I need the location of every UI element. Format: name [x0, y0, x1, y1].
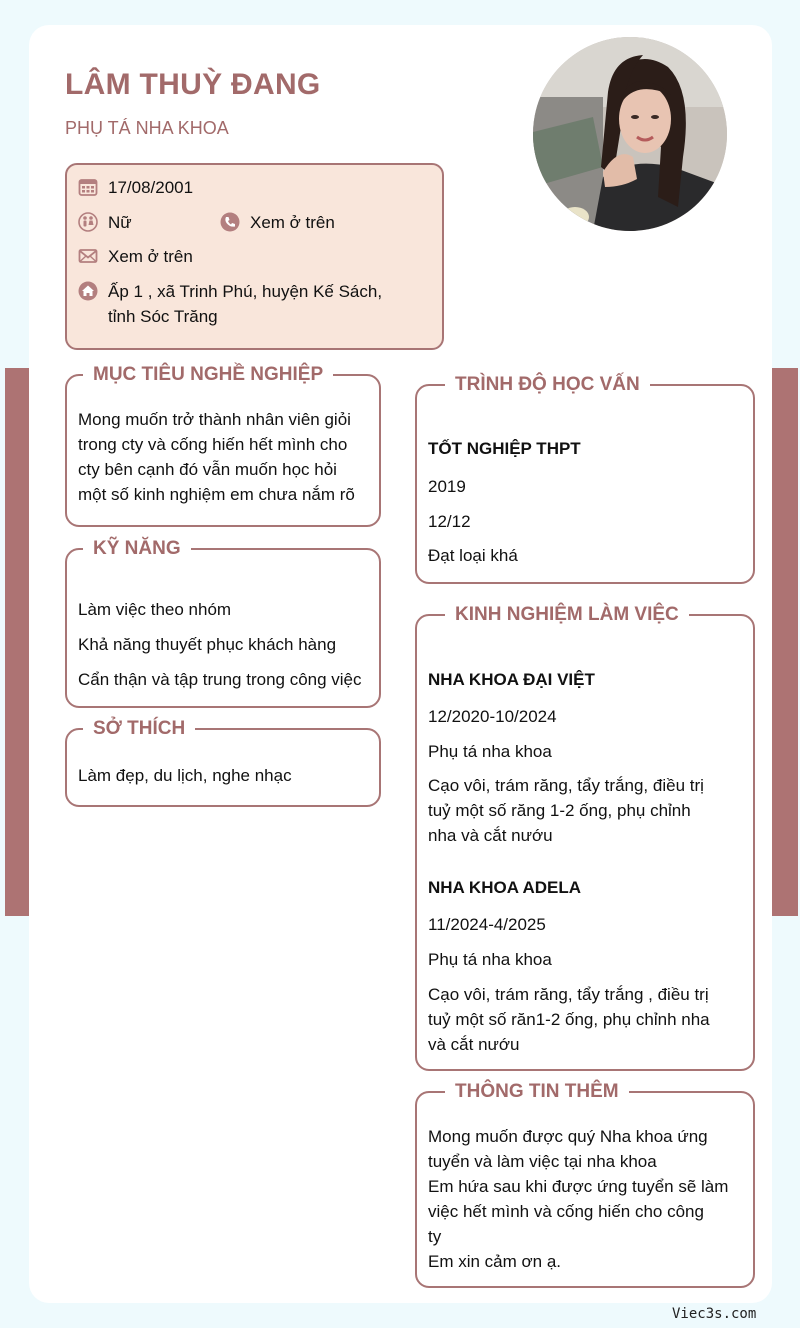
job-description	[428, 982, 710, 1057]
phone-icon	[220, 212, 240, 232]
contact-info-box	[65, 163, 444, 350]
job-desc-line: Cạo vôi, trám răng, tẩy trắng , điều trị	[428, 985, 709, 1004]
education-section	[415, 374, 755, 584]
birthday-value: 17/08/2001	[108, 178, 194, 197]
hobbies-section	[65, 718, 381, 807]
gender-value: Nữ	[108, 213, 132, 232]
additional-line: Em xin cảm ơn ạ.	[428, 1252, 562, 1271]
gender-icon	[78, 212, 98, 232]
avatar	[533, 37, 727, 231]
additional-line: Em hứa sau khi được ứng tuyển sẽ làm	[428, 1177, 729, 1196]
address-line-1: Ấp 1 , xã Trinh Phú, huyện Kế Sách,	[108, 282, 383, 301]
skill-item: Làm việc theo nhóm	[78, 600, 232, 619]
education-result: Đạt loại khá	[428, 546, 518, 565]
job-company: NHA KHOA ADELA	[428, 878, 581, 897]
education-title: TRÌNH ĐỘ HỌC VẤN	[445, 372, 650, 398]
skill-item: Cẩn thận và tập trung trong công việc	[78, 670, 362, 689]
job-desc-line: Cạo vôi, trám răng, tẩy trắng, điều trị	[428, 776, 704, 795]
experience-section	[415, 604, 755, 1071]
hobbies-text: Làm đẹp, du lịch, nghe nhạc	[78, 766, 292, 785]
job-description	[428, 773, 704, 848]
home-icon	[78, 281, 98, 301]
education-school: TỐT NGHIỆP THPT	[428, 439, 581, 458]
job-company: NHA KHOA ĐẠI VIỆT	[428, 670, 595, 689]
job-desc-line: tuỷ một số răng 1-2 ống, phụ chỉnh	[428, 801, 691, 820]
additional-info-section	[415, 1081, 755, 1288]
education-year: 2019	[428, 477, 466, 496]
objective-line: trong cty và cống hiến hết mình cho	[78, 435, 348, 454]
skills-section	[65, 538, 381, 708]
skill-item: Khả năng thuyết phục khách hàng	[78, 635, 337, 654]
objective-title: MỤC TIÊU NGHỀ NGHIỆP	[83, 362, 333, 388]
job-desc-line: nha và cắt nướu	[428, 826, 553, 845]
job-role: Phụ tá nha khoa	[428, 742, 552, 761]
email-icon	[78, 246, 98, 266]
right-accent-band	[772, 368, 798, 916]
address-line-2: tỉnh Sóc Trăng	[108, 307, 218, 326]
phone-row	[220, 210, 335, 235]
address-row	[78, 279, 382, 329]
objective-text	[78, 407, 371, 507]
job-period: 12/2020-10/2024	[428, 707, 557, 726]
site-watermark: Viec3s.com	[672, 1306, 757, 1322]
address-value	[108, 279, 382, 329]
avatar-photo	[533, 37, 727, 231]
additional-line: việc hết mình và cống hiến cho công	[428, 1202, 704, 1221]
skills-title: KỸ NĂNG	[83, 536, 191, 562]
birthday-row	[78, 175, 193, 200]
job-role: Phụ tá nha khoa	[428, 950, 552, 969]
education-grade: 12/12	[428, 512, 471, 531]
candidate-name: LÂM THUỲ ĐANG	[65, 68, 321, 101]
objective-line: cty bên cạnh đó vẫn muốn học hỏi	[78, 460, 337, 479]
job-desc-line: và cắt nướu	[428, 1035, 520, 1054]
email-row	[78, 244, 193, 269]
phone-value: Xem ở trên	[250, 213, 335, 232]
additional-info-text	[428, 1124, 743, 1274]
job-period: 11/2024-4/2025	[428, 915, 546, 934]
email-value: Xem ở trên	[108, 247, 193, 266]
calendar-icon	[78, 177, 98, 197]
left-accent-band	[5, 368, 31, 916]
objective-line: Mong muốn trở thành nhân viên giỏi	[78, 410, 351, 429]
job-desc-line: tuỷ một số răn1-2 ống, phụ chỉnh nha	[428, 1010, 710, 1029]
gender-row	[78, 210, 132, 235]
objective-line: một số kinh nghiệm em chưa nắm rõ	[78, 485, 355, 504]
objective-section	[65, 364, 381, 527]
experience-title: KINH NGHIỆM LÀM VIỆC	[445, 602, 689, 628]
candidate-position: PHỤ TÁ NHA KHOA	[65, 118, 229, 138]
additional-info-title: THÔNG TIN THÊM	[445, 1079, 629, 1105]
additional-line: ty	[428, 1227, 442, 1246]
hobbies-title: SỞ THÍCH	[83, 716, 195, 742]
additional-line: Mong muốn được quý Nha khoa ứng	[428, 1127, 708, 1146]
additional-line: tuyển và làm việc tại nha khoa	[428, 1152, 657, 1171]
